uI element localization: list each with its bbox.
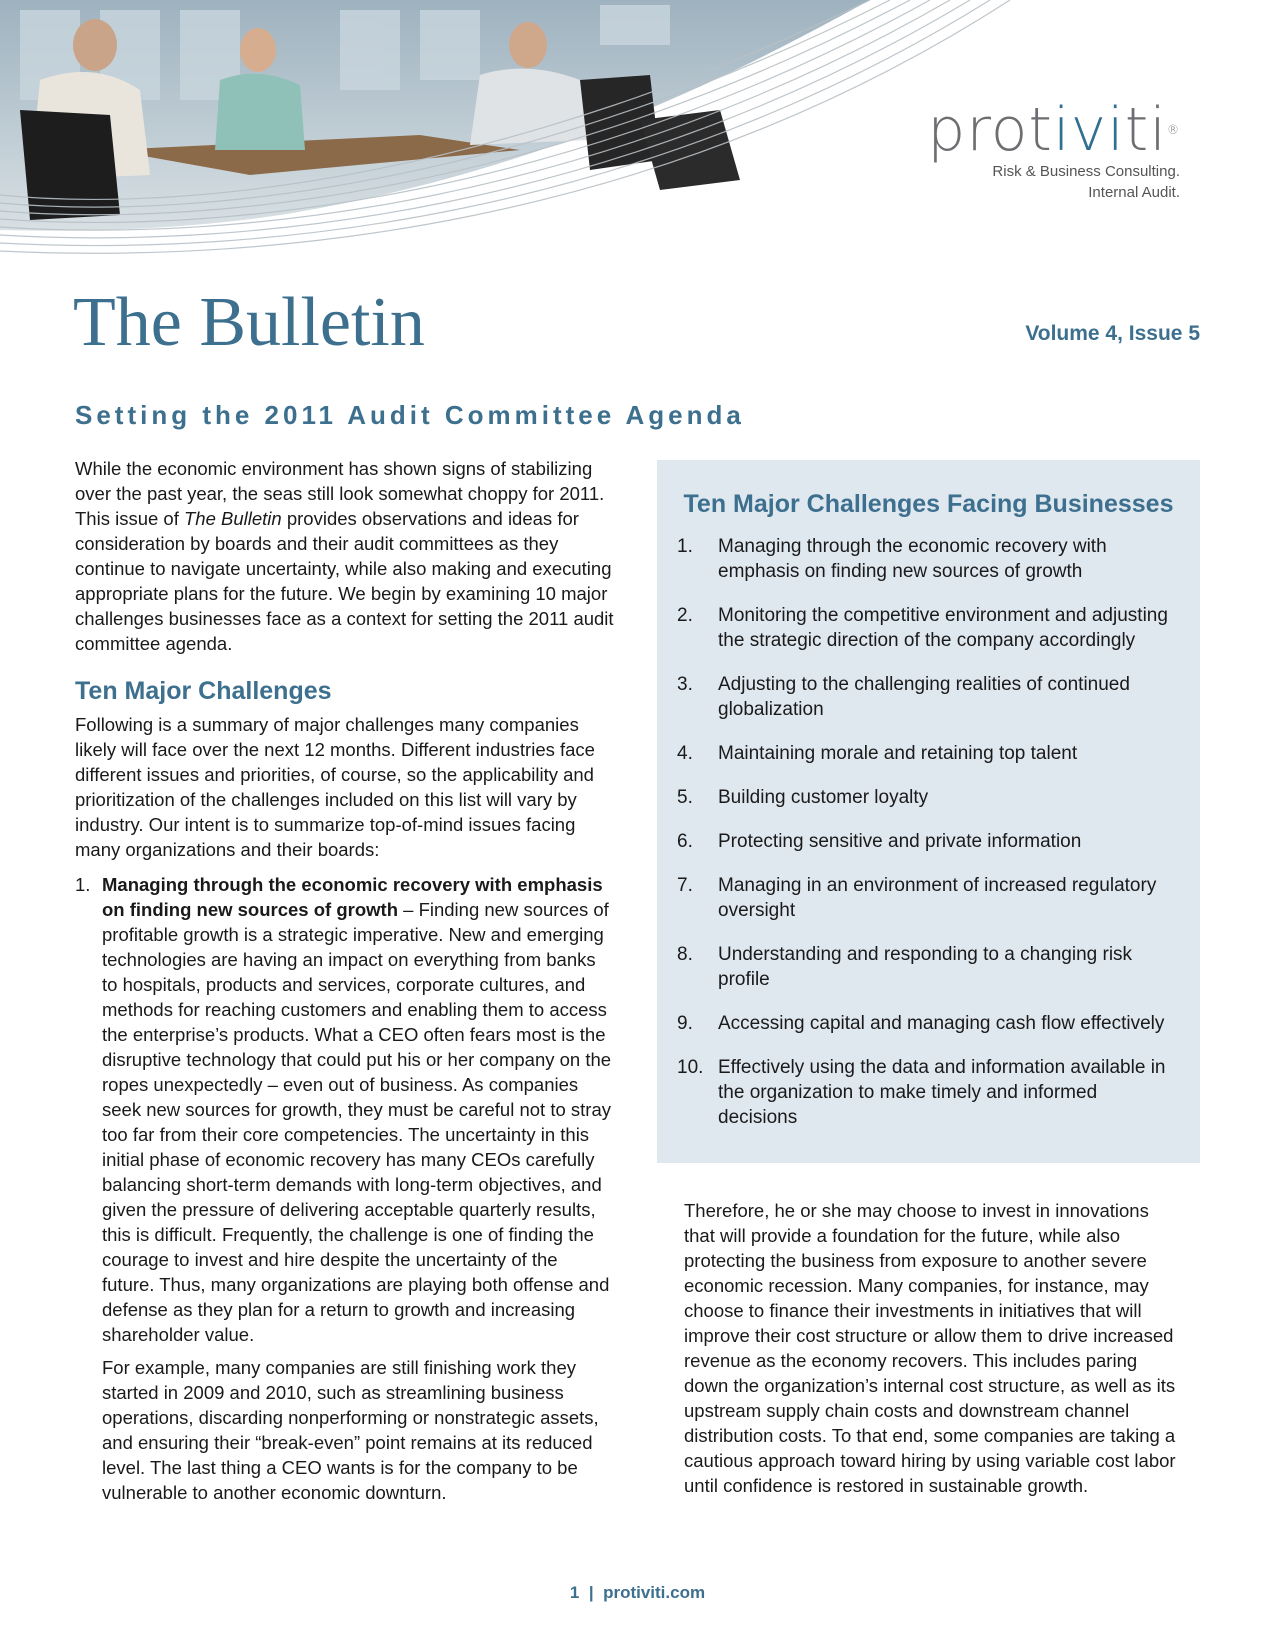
sidebar-list-item: [677, 873, 1170, 923]
logo-tagline-1: Risk & Business Consulting.: [992, 163, 1180, 180]
list-text: Accessing capital and managing cash flow effectively: [718, 1013, 1165, 1034]
list-number: 6.: [677, 831, 693, 852]
item-paragraph-2: For example, many companies are still finishing work they started in 2009 and 2010, such as streamlining business operations, discarding nonperforming or nonstrategic assets, and ensuring their “break-even” point remains at its reduced level. The last thing a CEO wants is for the company to be vulnerable to another economic downturn.: [102, 1357, 599, 1503]
sidebar-list-item: [677, 534, 1170, 584]
list-number: 8.: [677, 944, 693, 965]
list-text: Monitoring the competitive environment and adjusting the strategic direction of the company accordingly: [718, 605, 1168, 651]
sidebar-list-item: [677, 942, 1170, 992]
list-number: 10.: [677, 1057, 704, 1078]
list-text: Maintaining morale and retaining top talent: [718, 743, 1078, 764]
list-number: 4.: [677, 743, 693, 764]
list-text: Managing in an environment of increased regulatory oversight: [718, 875, 1157, 921]
list-text: Protecting sensitive and private information: [718, 831, 1082, 852]
section-heading: Ten Major Challenges: [75, 677, 332, 705]
intro-text-1: While the economic environment has shown signs of stabilizing over the past year, the seas still look somewhat choppy for 2011. This issue of: [75, 458, 605, 529]
protiviti-logo: [927, 95, 1180, 202]
item-bold-lead: Managing through the economic recovery with emphasis on finding new sources of growth: [102, 874, 603, 920]
item-text: – Finding new sources of profitable growth is a strategic imperative. New and emerging technologies are having an impact on everything from banks to hospitals, products and services, corporate cultures, and methods for reaching customers and enabling them to access the enterprise’s products. What a CEO often fears most is the disruptive technology that could put his or her company on the ropes unexpectedly – even out of business. As companies seek new sources for growth, they must be careful not to stray too far from their core competencies. The uncertainty in this initial phase of economic recovery has many CEOs carefully balancing short-term demands with long-term objectives, and given the pressure of delivering acceptable quarterly results, this is difficult. Frequently, the challenge is one of finding the courage to invest and hire despite the uncertainty of the future. Thus, many organizations are playing both offense and defense as they plan for a return to growth and increasing shareholder value.: [102, 899, 612, 1345]
list-number: 7.: [677, 875, 693, 896]
item-number: 1.: [75, 874, 91, 895]
list-text: Effectively using the data and information available in the organization to make timely and informed decisions: [718, 1057, 1166, 1128]
sidebar-list-item: [677, 741, 1170, 766]
volume-issue: Volume 4, Issue 5: [1025, 322, 1200, 345]
header-banner: [0, 0, 1275, 300]
page-number: 1: [569, 1583, 580, 1602]
summary-paragraph: Following is a summary of major challenges many companies likely will face over the next 12 months. Different industries face different issues and priorities, of course, so the applicability and prioritization of the challenges included on this list will vary by industry. Our intent is to summarize top-of-mind issues facing many organizations and their boards:: [75, 714, 595, 860]
list-text: Understanding and responding to a changing risk profile: [718, 944, 1133, 990]
logo-wordmark: [927, 95, 1180, 165]
item-paragraph: [102, 872, 615, 1347]
list-number: 1.: [677, 536, 693, 557]
logo-word-accent: ivi: [1052, 95, 1125, 165]
list-text: Adjusting to the challenging realities of continued globalization: [718, 674, 1130, 720]
sidebar-title: Ten Major Challenges Facing Businesses: [683, 490, 1174, 518]
logo-word-end: ti: [1124, 95, 1167, 165]
logo-word-part: prot: [927, 95, 1053, 165]
sidebar-list: [657, 534, 1200, 1130]
left-column: [75, 456, 615, 1505]
list-number: 2.: [677, 605, 693, 626]
intro-paragraph: [75, 456, 615, 656]
sidebar-list-item: [677, 603, 1170, 653]
article-title: Setting the 2011 Audit Committee Agenda: [75, 400, 745, 430]
list-text: Building customer loyalty: [718, 787, 929, 808]
continuation-paragraph: Therefore, he or she may choose to invest in innovations that will provide a foundation for the future, while also protecting the business from exposure to another severe economic recession. Many companies, for instance, may choose to finance their investments in initiatives that will improve their cost structure or allow them to drive increased revenue as the economy recovers. This includes paring down the organization’s internal cost structure, as well as its upstream supply chain costs and downstream channel distribution costs. To that end, some companies are taking a cautious approach toward hiring by using variable cost labor until confidence is restored in sustainable growth.: [684, 1200, 1176, 1496]
footer-site-link[interactable]: protiviti.com: [603, 1583, 706, 1602]
footer-separator: |: [588, 1583, 594, 1602]
challenge-item-1: [75, 872, 615, 1505]
right-column: [684, 1198, 1184, 1498]
sidebar-list-item: [677, 1011, 1170, 1036]
list-number: 3.: [677, 674, 693, 695]
masthead-title: The Bulletin: [73, 284, 425, 361]
sidebar-list-item: [677, 1055, 1170, 1130]
list-text: Managing through the economic recovery with emphasis on finding new sources of growth: [718, 536, 1107, 582]
list-number: 9.: [677, 1013, 693, 1034]
sidebar-list-item: [677, 672, 1170, 722]
sidebar-list-item: [677, 829, 1170, 854]
registered-mark: ®: [1167, 123, 1180, 137]
page-footer: [0, 1583, 1275, 1603]
challenges-sidebar: [657, 460, 1200, 1163]
sidebar-list-item: [677, 785, 1170, 810]
list-number: 5.: [677, 787, 693, 808]
intro-text-2: provides observations and ideas for consideration by boards and their audit committees as they continue to navigate uncertainty, while also making and executing appropriate plans for the future. We begin by examining 10 major challenges businesses face as a context for setting the 2011 audit committee agenda.: [75, 508, 614, 654]
intro-italic: The Bulletin: [184, 508, 282, 529]
logo-tagline-2: Internal Audit.: [1088, 184, 1180, 201]
